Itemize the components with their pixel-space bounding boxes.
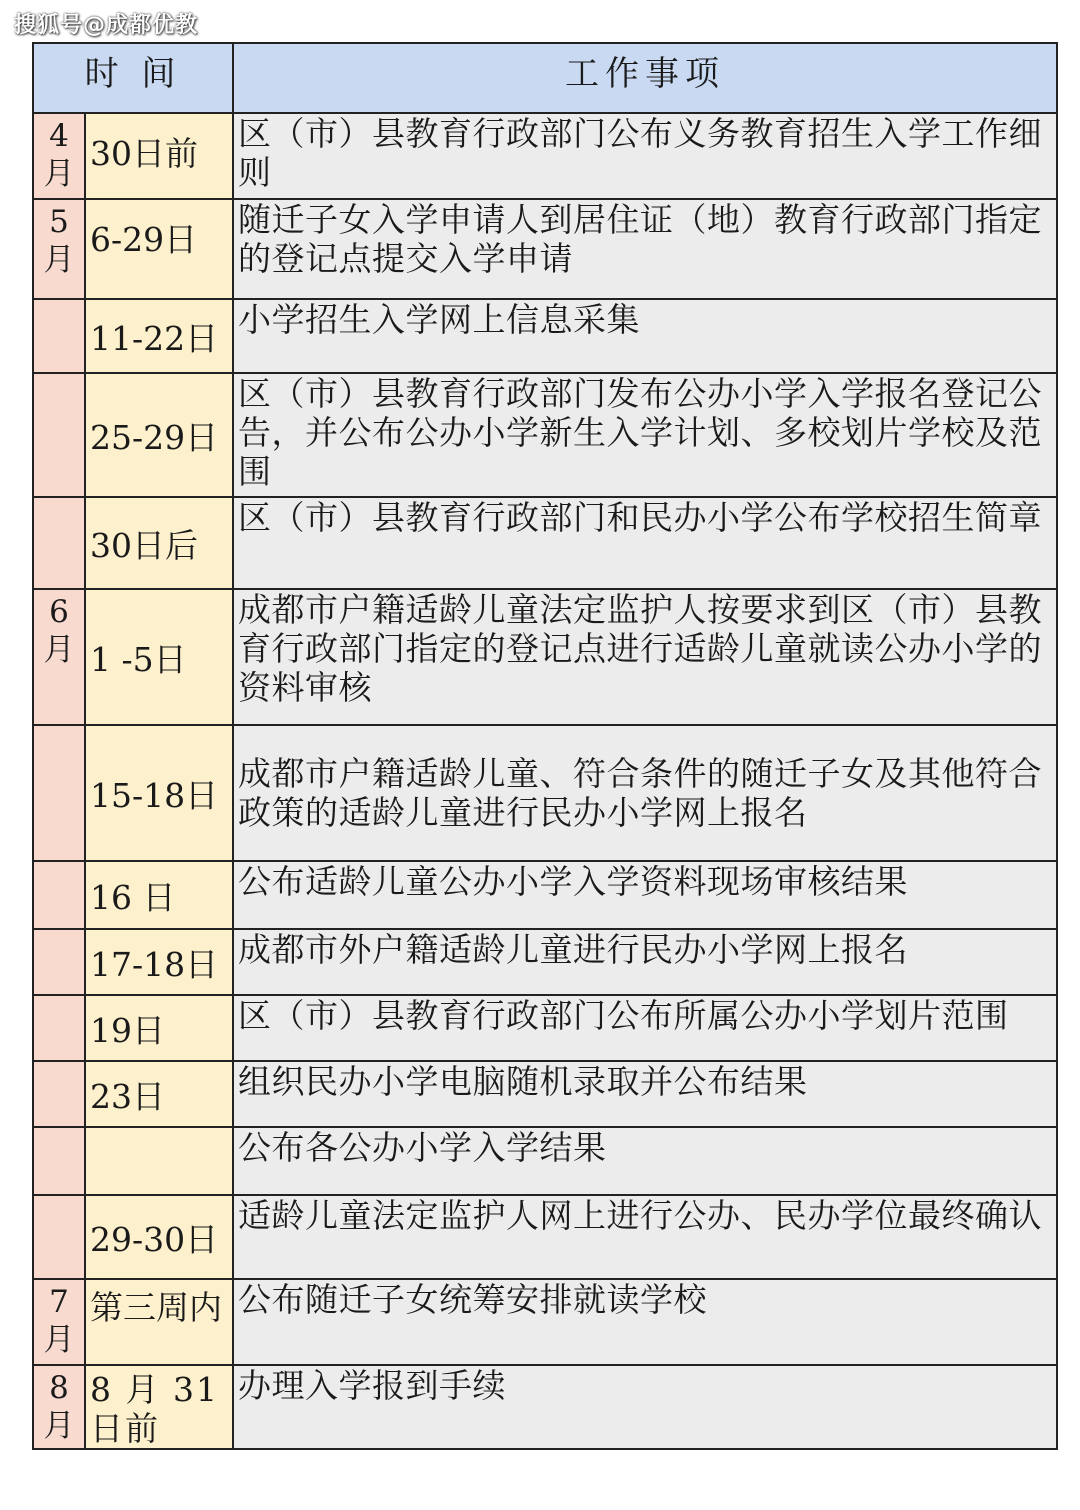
header-time: 时 间 bbox=[33, 43, 233, 113]
month-label bbox=[34, 374, 84, 377]
month-cell bbox=[33, 1365, 85, 1449]
table-row bbox=[33, 113, 1057, 199]
month-label bbox=[34, 726, 84, 729]
day-cell: 8 月 31 日前 bbox=[85, 1365, 233, 1449]
task-cell: 公布随迁子女统筹安排就读学校 bbox=[233, 1279, 1057, 1365]
day-cell: 29-30日 bbox=[85, 1195, 233, 1279]
table-row bbox=[33, 497, 1057, 589]
day-cell bbox=[85, 1127, 233, 1195]
month-label: 6 月 bbox=[43, 594, 75, 668]
table-row bbox=[33, 1127, 1057, 1195]
month-label bbox=[34, 1062, 84, 1065]
header-task: 工作事项 bbox=[233, 43, 1057, 113]
table-row bbox=[33, 1061, 1057, 1127]
table-row bbox=[33, 1195, 1057, 1279]
month-cell bbox=[33, 1279, 85, 1365]
table-row bbox=[33, 861, 1057, 929]
day-cell: 15-18日 bbox=[85, 725, 233, 861]
month-label bbox=[34, 930, 84, 933]
month-cell bbox=[33, 589, 85, 725]
month-cell bbox=[33, 725, 85, 861]
day-cell: 6-29日 bbox=[85, 199, 233, 299]
day-cell: 19日 bbox=[85, 995, 233, 1061]
month-label: 5 月 bbox=[43, 204, 75, 278]
task-cell: 公布各公办小学入学结果 bbox=[233, 1127, 1057, 1195]
month-cell bbox=[33, 199, 85, 299]
task-cell: 区（市）县教育行政部门公布义务教育招生入学工作细则 bbox=[233, 113, 1057, 199]
month-label: 7 月 bbox=[43, 1284, 75, 1358]
month-cell bbox=[33, 995, 85, 1061]
day-cell: 30日后 bbox=[85, 497, 233, 589]
table-row bbox=[33, 929, 1057, 995]
table-row bbox=[33, 1279, 1057, 1365]
month-cell bbox=[33, 299, 85, 373]
month-label: 8 月 bbox=[43, 1370, 75, 1444]
task-cell: 办理入学报到手续 bbox=[233, 1365, 1057, 1449]
month-cell bbox=[33, 113, 85, 199]
day-cell: 23日 bbox=[85, 1061, 233, 1127]
day-cell: 11-22日 bbox=[85, 299, 233, 373]
table-row bbox=[33, 199, 1057, 299]
header-row bbox=[33, 43, 1057, 113]
task-cell: 成都市外户籍适龄儿童进行民办小学网上报名 bbox=[233, 929, 1057, 995]
month-cell bbox=[33, 497, 85, 589]
watermark: 搜狐号@成都优教 bbox=[14, 13, 199, 38]
table-row bbox=[33, 299, 1057, 373]
day-cell: 16 日 bbox=[85, 861, 233, 929]
task-cell: 小学招生入学网上信息采集 bbox=[233, 299, 1057, 373]
task-cell: 随迁子女入学申请人到居住证（地）教育行政部门指定的登记点提交入学申请 bbox=[233, 199, 1057, 299]
month-label bbox=[34, 300, 84, 303]
task-cell: 区（市）县教育行政部门发布公办小学入学报名登记公告，并公布公办小学新生入学计划、多校划片学校及范围 bbox=[233, 373, 1057, 497]
task-cell: 成都市户籍适龄儿童、符合条件的随迁子女及其他符合政策的适龄儿童进行民办小学网上报名 bbox=[233, 725, 1057, 861]
month-cell bbox=[33, 861, 85, 929]
month-cell bbox=[33, 1195, 85, 1279]
month-cell bbox=[33, 1127, 85, 1195]
task-cell: 区（市）县教育行政部门公布所属公办小学划片范围 bbox=[233, 995, 1057, 1061]
day-cell: 30日前 bbox=[85, 113, 233, 199]
task-cell: 成都市户籍适龄儿童法定监护人按要求到区（市）县教育行政部门指定的登记点进行适龄儿童就读公办小学的资料审核 bbox=[233, 589, 1057, 725]
enrollment-schedule-table bbox=[32, 42, 1058, 1450]
table-row bbox=[33, 373, 1057, 497]
month-label bbox=[34, 996, 84, 999]
month-cell bbox=[33, 929, 85, 995]
table-row bbox=[33, 1365, 1057, 1449]
month-cell bbox=[33, 1061, 85, 1127]
task-cell: 适龄儿童法定监护人网上进行公办、民办学位最终确认 bbox=[233, 1195, 1057, 1279]
day-cell: 25-29日 bbox=[85, 373, 233, 497]
month-label bbox=[34, 1196, 84, 1199]
month-label bbox=[34, 498, 84, 501]
month-label bbox=[34, 862, 84, 865]
table-row bbox=[33, 995, 1057, 1061]
month-label: 4 月 bbox=[43, 118, 75, 192]
table-row bbox=[33, 589, 1057, 725]
day-cell: 17-18日 bbox=[85, 929, 233, 995]
month-label bbox=[34, 1128, 84, 1131]
day-cell: 第三周内 bbox=[85, 1279, 233, 1365]
month-cell bbox=[33, 373, 85, 497]
task-cell: 区（市）县教育行政部门和民办小学公布学校招生简章 bbox=[233, 497, 1057, 589]
table-row bbox=[33, 725, 1057, 861]
task-cell: 公布适龄儿童公办小学入学资料现场审核结果 bbox=[233, 861, 1057, 929]
day-cell: 1 -5日 bbox=[85, 589, 233, 725]
task-cell: 组织民办小学电脑随机录取并公布结果 bbox=[233, 1061, 1057, 1127]
